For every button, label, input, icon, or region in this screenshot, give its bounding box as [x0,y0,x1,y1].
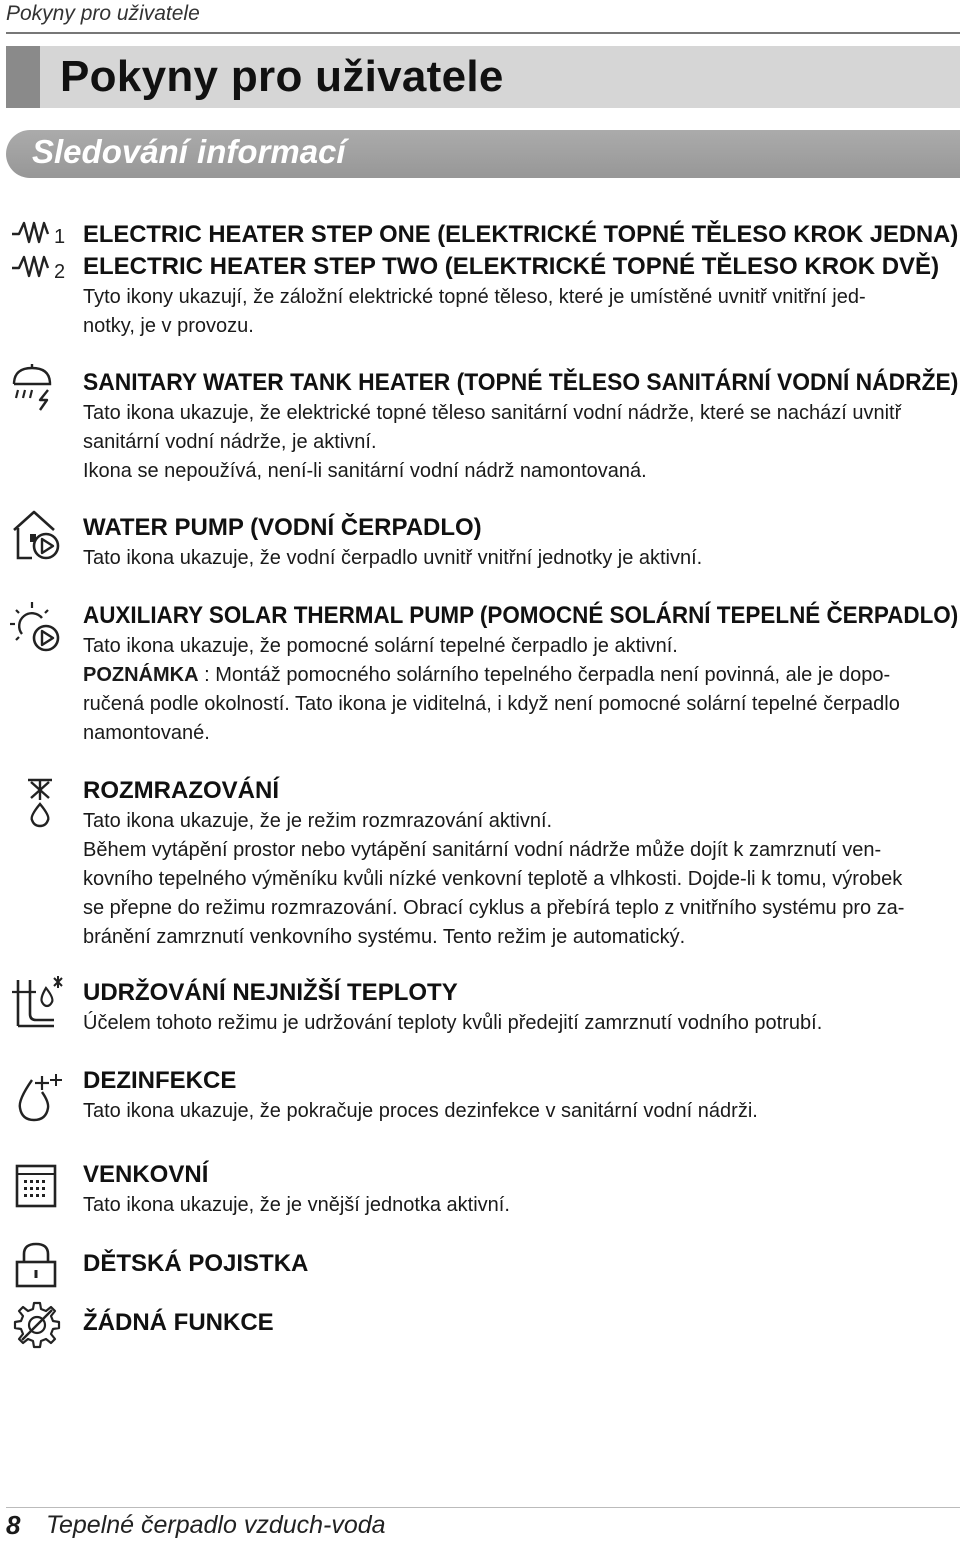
page-title: Pokyny pro uživatele [60,52,504,101]
heading-solar-pump: AUXILIARY SOLAR THERMAL PUMP (POMOCNÉ SOLÁRNÍ TEPELNÉ ČERPADLO) [83,602,959,629]
entry-solar-pump [83,600,958,748]
electric-heater-step-one-icon [10,218,74,248]
body-line: sanitární vodní nádrže, je aktivní. [83,431,377,453]
entry-no-function [83,1307,958,1339]
footer-rule [6,1507,960,1508]
page-number: 8 [6,1510,21,1540]
body-line: kovního tepelného výměníku kvůli nízké venkovní teplotě a vlhkosti. Dojde-li k tomu, výrobek [83,868,903,890]
sanitary-tank-heater-icon [10,362,58,414]
title-accent [6,46,40,108]
section-banner [6,130,960,178]
lock-icon [14,1240,58,1290]
heading-frost-protection: UDRŽOVÁNÍ NEJNIŽŠÍ TEPLOTY [83,979,458,1006]
body-line: Tato ikona ukazuje, že elektrické topné těleso sanitární vodní nádrže, které se nachází uvnitř [83,402,902,424]
heading-sanitary-tank-heater: SANITARY WATER TANK HEATER (TOPNÉ TĚLESO SANITÁRNÍ VODNÍ NÁDRŽE) [83,369,959,396]
note-line: namontované. [83,722,210,744]
outdoor-unit-icon [14,1160,58,1210]
entry-water-pump [83,512,958,573]
heading-water-pump: WATER PUMP (VODNÍ ČERPADLO) [83,514,482,541]
title-bar [6,46,960,108]
body-line: notky, je v provozu. [83,315,254,337]
heading-electric-heater-step-one: ELECTRIC HEATER STEP ONE (ELEKTRICKÉ TOPNÉ TĚLESO KROK JEDNA) [83,221,959,248]
entry-electric-heater [83,219,958,341]
body-line: Ikona se nepoužívá, není-li sanitární vodní nádrž namontovaná. [83,460,647,482]
body-line: Tyto ikony ukazují, že záložní elektrické topné těleso, které je umístěné uvnitř vnitřní jed- [83,286,866,308]
entry-outdoor-unit [83,1159,958,1220]
body-line: Tato ikona ukazuje, že pomocné solární tepelné čerpadlo je aktivní. [83,635,678,657]
entry-disinfection [83,1065,958,1126]
water-pump-icon [10,508,64,564]
entry-sanitary-tank-heater [83,367,958,486]
book-title: Tepelné čerpadlo vzduch-voda [46,1511,386,1539]
step-one-digit: 1 [54,226,66,248]
body-line: Účelem tohoto režimu je udržování teploty kvůli předejití zamrznutí vodního potrubí. [83,1012,823,1034]
section-title: Sledování informací [32,133,346,170]
note-line: ručená podle okolností. Tato ikona je viditelná, i když není pomocné solární tepelné čerpadlo [83,693,900,715]
note-line [83,661,958,690]
body-line: Tato ikona ukazuje, že je vnější jednotka aktivní. [83,1194,510,1216]
body-line: bránění zamrznutí venkovního systému. Tento režim je automatický. [83,926,686,948]
note-label: POZNÁMKA [83,664,199,686]
frost-protection-icon [10,974,64,1032]
body-line: se přepne do režimu rozmrazování. Obrací cyklus a přebírá teplo z vnitřního systému pro za- [83,897,905,919]
heading-child-lock: DĚTSKÁ POJISTKA [83,1250,309,1277]
body-line: Tato ikona ukazuje, že pokračuje proces dezinfekce v sanitární vodní nádrži. [83,1100,758,1122]
entry-child-lock [83,1248,958,1280]
running-header: Pokyny pro uživatele [6,2,200,25]
body-line: Během vytápění prostor nebo vytápění sanitární vodní nádrže může dojít k zamrznutí ven- [83,839,882,861]
defrost-icon [18,776,62,828]
note-text: : Montáž pomocného solárního tepelného čerpadla není povinná, ale je dopo- [198,664,891,686]
body-line: Tato ikona ukazuje, že vodní čerpadlo uvnitř vnitřní jednotky je aktivní. [83,547,703,569]
step-two-digit: 2 [54,261,66,282]
electric-heater-step-two-icon [10,252,74,282]
solar-pump-icon [10,600,64,656]
disinfection-icon [12,1068,62,1124]
heading-defrost: ROZMRAZOVÁNÍ [83,777,279,804]
no-function-gear-icon [12,1300,62,1350]
entry-defrost [83,775,958,952]
heading-outdoor-unit: VENKOVNÍ [83,1161,209,1188]
body-line: Tato ikona ukazuje, že je režim rozmrazování aktivní. [83,810,553,832]
heading-disinfection: DEZINFEKCE [83,1067,237,1094]
header-rule [6,32,960,34]
entry-frost-protection [83,977,958,1038]
heading-electric-heater-step-two: ELECTRIC HEATER STEP TWO (ELEKTRICKÉ TOPNÉ TĚLESO KROK DVĚ) [83,253,940,280]
heading-no-function: ŽÁDNÁ FUNKCE [83,1309,274,1336]
